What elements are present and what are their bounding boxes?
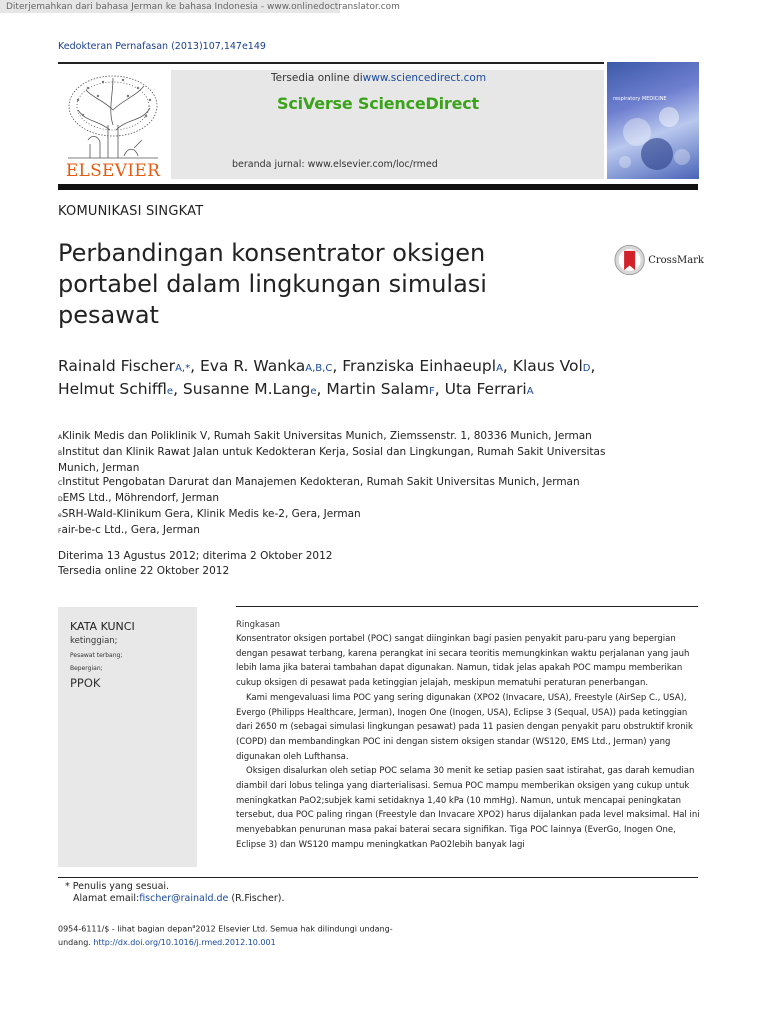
keywords-box	[58, 607, 197, 867]
affiliation-item: AKlinik Medis dan Poliklinik V, Rumah Sakit Universitas Munich, Ziemssenstr. 1, 80336 Munich, Jerman	[58, 430, 592, 442]
article-section-type: KOMUNIKASI SINGKAT	[58, 204, 204, 219]
online-date: Tersedia online 22 Oktober 2012	[58, 565, 230, 577]
translation-banner	[0, 0, 400, 13]
affiliations	[58, 429, 618, 539]
crossmark-icon	[614, 243, 645, 277]
affiliation-item: CInstitut Pengobatan Darurat dan Manajemen Kedokteran, Rumah Sakit Universitas Munich, Jerman	[58, 476, 580, 488]
author: Klaus VolD,	[512, 357, 596, 375]
abstract-paragraph: Oksigen disalurkan oleh setiap POC selama 30 menit ke setiap pasien saat istirahat, gas darah kemudian diambil dari lobus telinga yang diarterialisasi. Semua POC mampu memberikan oksigen yang cukup untuk meningkatkan PaO2;subjek kami setidaknya 1,40 kPa (10 mmHg). Namun, untuk mencapai peningkatan tersebut, dua POC paling ringan (Freestyle dan Invacare XPO2) harus dijalankan pada level maksimal. Hal ini menyebabkan penurunan masa pakai baterai secara signifikan. Tiga POC lainnya (EverGo, Inogen One, Eclipse 3) dan WS120 mampu meningkatkan PaO2lebih banyak lagi	[236, 766, 700, 850]
abstract-body	[236, 632, 702, 853]
journal-homepage[interactable]: beranda jurnal: www.elsevier.com/loc/rmed	[232, 159, 438, 170]
affiliation-item: DEMS Ltd., Möhrendorf, Jerman	[58, 492, 220, 504]
abstract-paragraph: Kami mengevaluasi lima POC yang sering digunakan (XPO2 (Invacare, USA), Freestyle (AirSep C., USA), Evergo (Philipps Healthcare, Jerman), Inogen One (Inogen, USA), Eclipse 3 (Sequal, USA)) pada ketinggian dari 2650 m (sebagai simulasi lingkungan pesawat) pada 11 pasien dengan penyakit paru obstruktif kronik (COPD) dan membandingkan POC ini dengan sistem oksigen standar (WS120, EMS Ltd., Jerman) yang digunakan oleh Lufthansa.	[236, 692, 693, 762]
cover-art	[607, 62, 699, 179]
affiliation-item: Fair-be-c Ltd., Gera, Jerman	[58, 524, 200, 536]
author: Martin SalamF,	[326, 380, 445, 398]
cover-title: respiratory MEDICINE	[613, 96, 667, 102]
journal-cover-image	[607, 62, 699, 179]
abstract-paragraph: Konsentrator oksigen portabel (POC) sangat diinginkan bagi pasien penyakit paru-paru yang bepergian dengan pesawat terbang, karena perangkat ini secara teoritis memungkinkan waktu perjalanan yang jauh lebih lama jika baterai tambahan dapat digunakan. Namun, tidak jelas apakah POC mampu memberikan cukup oksigen di pesawat pada ketinggian jelajah, meskipun mematuhi peraturan penerbangan.	[236, 634, 690, 689]
abstract-rule	[236, 606, 698, 607]
elsevier-logo-text: ELSEVIER	[65, 161, 161, 181]
corresponding-author-note: * Penulis yang sesuai.	[65, 881, 170, 892]
keywords-title: KATA KUNCI	[70, 620, 135, 633]
author: Helmut Schiffle,	[58, 380, 183, 398]
keyword: Bepergian;	[70, 665, 103, 672]
sciverse-brand: SciVerse ScienceDirect	[277, 94, 479, 113]
author: Eva R. WankaA,B,C,	[199, 357, 343, 375]
affiliation-item: eSRH-Wald-Klinikum Gera, Klinik Medis ke-2, Gera, Jerman	[58, 508, 361, 520]
header-rule	[58, 62, 604, 64]
abstract-heading: Ringkasan	[236, 620, 281, 630]
keyword: ketinggian;	[70, 636, 118, 646]
email-label: Alamat email:	[73, 893, 140, 904]
sciencedirect-link[interactable]: www.sciencedirect.com	[362, 72, 487, 84]
author-list	[58, 356, 678, 402]
author: Rainald FischerA,*,	[58, 357, 200, 375]
available-online-line	[271, 72, 486, 84]
author: Susanne M.Lange,	[182, 380, 327, 398]
crossmark-label: CrossMark	[648, 254, 704, 266]
article-title: Perbandingan konsentrator oksigen portabel dalam lingkungan simulasi pesawat	[58, 239, 487, 329]
email-suffix: (R.Fischer).	[228, 893, 285, 904]
keyword: Pesawat terbang;	[70, 652, 123, 659]
author: Uta FerrariA	[444, 380, 534, 398]
doi-link[interactable]: http://dx.doi.org/10.1016/j.rmed.2012.10.001	[93, 937, 276, 947]
footnote-rule	[58, 877, 698, 878]
email-note	[73, 893, 284, 904]
header-rule-thick	[58, 184, 698, 190]
crossmark-badge[interactable]	[614, 243, 704, 277]
affiliation-item: BInstitut dan Klinik Rawat Jalan untuk Kedokteran Kerja, Sosial dan Lingkungan, Rumah Sakit Universitas Munich, Jerman	[58, 446, 606, 474]
copyright-sup: a	[192, 924, 196, 930]
received-date: Diterima 13 Agustus 2012; diterima 2 Oktober 2012	[58, 550, 333, 562]
author: Franziska EinhaeuplA,	[342, 357, 513, 375]
copyright-notice	[58, 921, 398, 949]
article-dates	[58, 549, 332, 579]
email-link[interactable]: fischer@rainald.de	[139, 893, 229, 904]
keyword: PPOK	[70, 676, 101, 690]
available-prefix: Tersedia online di	[271, 72, 363, 84]
journal-reference[interactable]: Kedokteran Pernafasan (2013)107,147e149	[58, 41, 266, 52]
copyright-text: 2012 Elsevier Ltd. Semua hak dilindungi undang-undang.	[58, 924, 393, 947]
issn-line: 0954-6111/$ - lihat bagian depan	[58, 924, 193, 934]
translation-banner-text: Diterjemahkan dari bahasa Jerman ke bahasa Indonesia - www.onlinedoctranslator.com	[6, 1, 400, 12]
